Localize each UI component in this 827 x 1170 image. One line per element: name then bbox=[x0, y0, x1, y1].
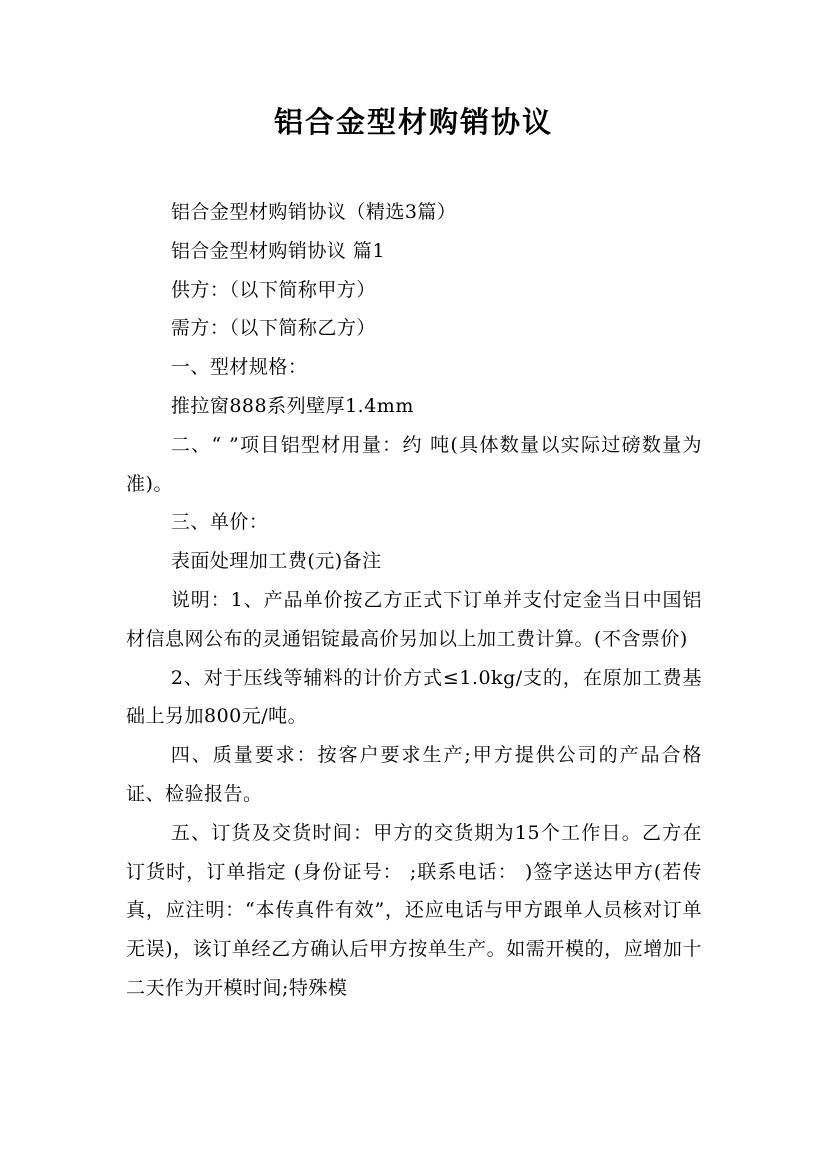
paragraph-clause-2: 二、“ ”项目铝型材用量：约 吨(具体数量以实际过磅数量为准)。 bbox=[126, 433, 702, 495]
paragraph-surface-fee: 表面处理加工费(元)备注 bbox=[170, 550, 382, 573]
paragraph-clause-5: 五、订货及交货时间：甲方的交货期为15个工作日。乙方在订货时，订单指定 (身份证号： ;联系电话： )签字送达甲方(若传真，应注明：“本传真件有效”，还应电话与甲方跟单人员核对订单无误)，该订单经乙方确认后甲方按单生产。如需开模的，应增加十二天作为开模时间;特殊模 bbox=[126, 821, 702, 999]
paragraph-clause-4: 四、质量要求：按客户要求生产;甲方提供公司的产品合格证、检验报告。 bbox=[126, 744, 702, 805]
paragraph-supplier: 供方：（以下简称甲方） bbox=[170, 278, 376, 301]
paragraph-clause-3-heading: 三、单价： bbox=[170, 511, 269, 534]
document-title: 铝合金型材购销协议 bbox=[273, 105, 553, 139]
paragraph-buyer: 需方：（以下简称乙方） bbox=[170, 317, 376, 340]
document-body bbox=[126, 193, 702, 1008]
paragraph-profile-spec: 推拉窗888系列壁厚1.4mm bbox=[170, 394, 414, 417]
paragraph-section-heading: 铝合金型材购销协议 篇1 bbox=[170, 239, 385, 262]
paragraph-subtitle: 铝合金型材购销协议（精选3篇） bbox=[170, 201, 457, 223]
paragraph-note-1: 说明：1、产品单价按乙方正式下订单并支付定金当日中国铝材信息网公布的灵通铝锭最高价另加以上加工费计算。(不含票价) bbox=[126, 588, 702, 650]
paragraph-note-2: 2、对于压线等辅料的计价方式≤1.0kg/支的，在原加工费基础上另加800元/吨。 bbox=[126, 666, 702, 728]
paragraph-clause-1-heading: 一、型材规格： bbox=[170, 356, 308, 379]
